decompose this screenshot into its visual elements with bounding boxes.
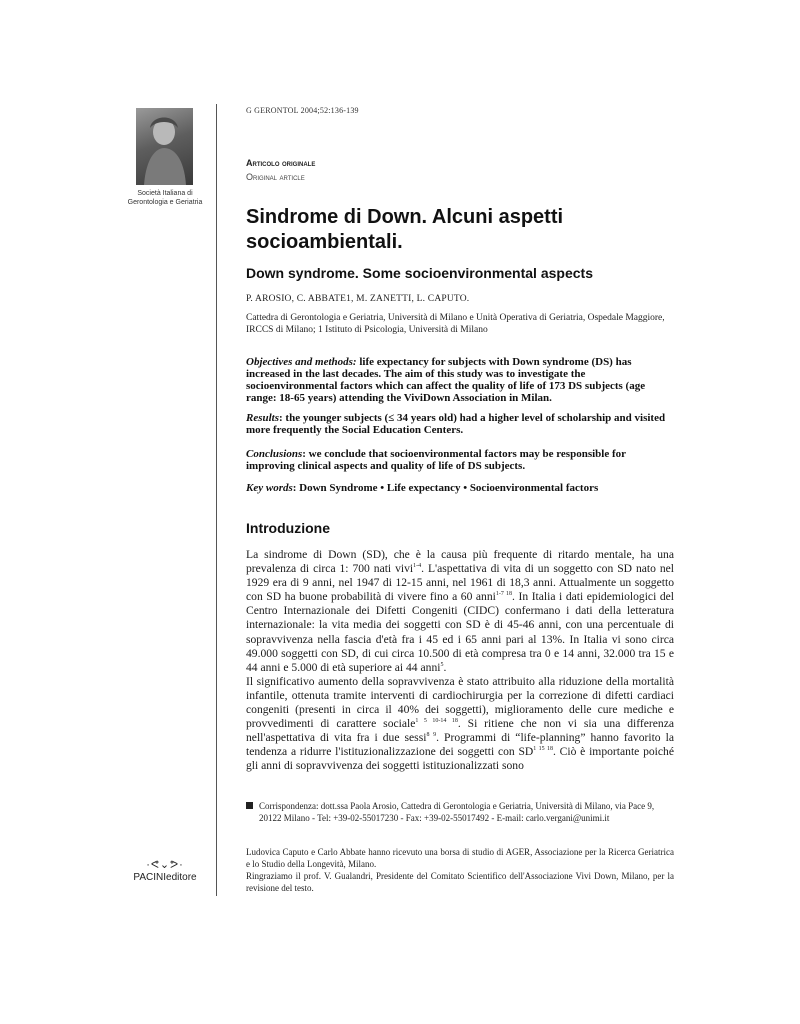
body-text bbox=[246, 548, 674, 774]
publisher-mark-icon: ·ᕙ⌄ᕗ· bbox=[146, 859, 184, 871]
journal-reference: G GERONTOL 2004;52:136-139 bbox=[246, 106, 359, 115]
body-text-span: . Si ritiene che non vi sia una differenza nell'aspettativa di vita fra i due sessi bbox=[246, 717, 674, 745]
abstract-results bbox=[246, 412, 674, 436]
abstract-results-label: Results bbox=[246, 412, 280, 424]
citation: 1 15 18 bbox=[533, 746, 553, 753]
affiliation: Cattedra di Gerontologia e Geriatria, Università di Milano e Unità Operativa di Geriatria, Ospedale Maggiore, IRCCS di Milano; 1 Istituto di Psicologia, Università di Milano bbox=[246, 313, 665, 335]
funding-note bbox=[246, 846, 674, 894]
society-name: Società Italiana di Gerontologia e Geriatria bbox=[127, 190, 203, 206]
body-text-span: . In Italia i dati epidemiologici del Centro Internazionale dei Difetti Congeniti (CIDC) confermano i dati della letteratura internazionale: la vita media dei soggetti con SD è di 45-46 anni, con una percentuale di sopravvivenza nella fascia d'età fra i 45 ed i 65 anni pari al 13%. In Italia vi sono circa 49.000 soggetti con SD, di cui circa 10.500 di età compresa tra 0 e 14 anni, 32.000 tra 15 e 44 anni e 5.000 di età superiore ai 44 anni bbox=[246, 590, 675, 674]
column-divider bbox=[216, 104, 217, 896]
citation: 1-4 bbox=[413, 563, 422, 570]
abstract-keywords-text: : Down Syndrome • Life expectancy • Socioenvironmental factors bbox=[292, 482, 599, 494]
body-paragraph bbox=[246, 675, 674, 774]
abstract-keywords-label: Key words bbox=[246, 482, 293, 494]
citation: 1-7 18 bbox=[495, 591, 513, 598]
portrait-icon bbox=[136, 108, 193, 185]
abstract-keywords bbox=[246, 482, 674, 494]
abstract-conclusions-text: : we conclude that socioenvironmental factors may be responsible for improving clinical aspects and quality of life of DS subjects. bbox=[246, 448, 626, 472]
section-heading-introduction: Introduzione bbox=[246, 520, 330, 536]
article-type: Articolo originale bbox=[246, 158, 316, 168]
body-paragraph bbox=[246, 548, 674, 675]
body-text-span: . bbox=[443, 660, 447, 674]
funding-text: Ludovica Caputo e Carlo Abbate hanno ricevuto una borsa di studio di AGER, Associazione per la Ricerca Geriatrica e lo Studio della Longevità, Milano. bbox=[246, 847, 674, 869]
abstract-conclusions bbox=[246, 448, 674, 472]
society-logo-image bbox=[136, 108, 193, 185]
acknowledgment-text: Ringraziamo il prof. V. Gualandri, Presidente del Comitato Scientifico dell'Associazione Vivi Down, Milano, per la revisione del testo. bbox=[246, 871, 674, 893]
body-text-span: Il significativo aumento della sopravvivenza è stato attribuito alla riduzione della mortalità infantile, ottenuta tramite interventi di cardiochirurgia per la correzione di difetti cardiaci congeniti (presenti in circa il 40% dei soggetti), miglioramento delle cure mediche e provvedimenti di carattere sociale bbox=[246, 674, 674, 731]
abstract-conclusions-label: Conclusions bbox=[246, 448, 303, 460]
publisher-logo bbox=[126, 858, 204, 883]
abstract-results-text: : the younger subjects (≤ 34 years old) had a higher level of scholarship and visited more frequently the Social Education Centers. bbox=[246, 412, 666, 436]
body-text-span: . Ciò è importante poiché gli anni di sopravvivenza dei soggetti istituzionalizzati sono bbox=[246, 745, 674, 773]
correspondence-note bbox=[246, 800, 674, 824]
body-text-span: . Programmi di “life-planning” hanno favorito la tendenza a ridurre l'istituzionalizzazione dei soggetti con SD bbox=[246, 731, 674, 759]
article-title: Sindrome di Down. Alcuni aspetti socioambientali. bbox=[246, 206, 564, 253]
article-subtitle: Down syndrome. Some socioenvironmental aspects bbox=[246, 265, 593, 281]
citation: 8 9 bbox=[426, 732, 437, 739]
body-text-span: La sindrome di Down (SD), che è la causa più frequente di ritardo mentale, ha una prevalenza di circa 1: 700 nati vivi bbox=[246, 548, 674, 576]
square-bullet-icon bbox=[246, 802, 253, 809]
citation: 1 5 10-14 18 bbox=[415, 718, 458, 725]
authors: P. AROSIO, C. ABBATE1, M. ZANETTI, L. CAPUTO. bbox=[246, 294, 470, 304]
citation: 5 bbox=[440, 661, 444, 668]
body-text-span: . L'aspettativa di vita di un soggetto con SD nato nel 1929 era di 9 anni, nel 1947 di 12-15 anni, nel 1961 di 18,3 anni. Attualmente un soggetto con SD ha buone probabilità di vivere fino a 60 anni bbox=[246, 562, 674, 604]
abstract-objectives bbox=[246, 356, 674, 404]
article-type-english: Original article bbox=[246, 172, 305, 182]
abstract-objectives-label: Objectives and methods: bbox=[246, 356, 357, 368]
abstract-objectives-text: life expectancy for subjects with Down syndrome (DS) has increased in the last decades. The aim of this study was to investigate the socioenvironmental factors which can affect the quality of life of 173 DS subjects (age range: 18-65 years) attending the ViviDown Association in Milan. bbox=[246, 356, 646, 404]
correspondence-text: Corrispondenza: dott.ssa Paola Arosio, Cattedra di Gerontologia e Geriatria, Università di Milano, via Pace 9, 20122 Milano - Tel: +39-02-55017230 - Fax: +39-02-55017492 - E-mail: carlo.vergani@unimi.it bbox=[259, 801, 655, 823]
publisher-name: PACINIeditore bbox=[133, 872, 197, 883]
